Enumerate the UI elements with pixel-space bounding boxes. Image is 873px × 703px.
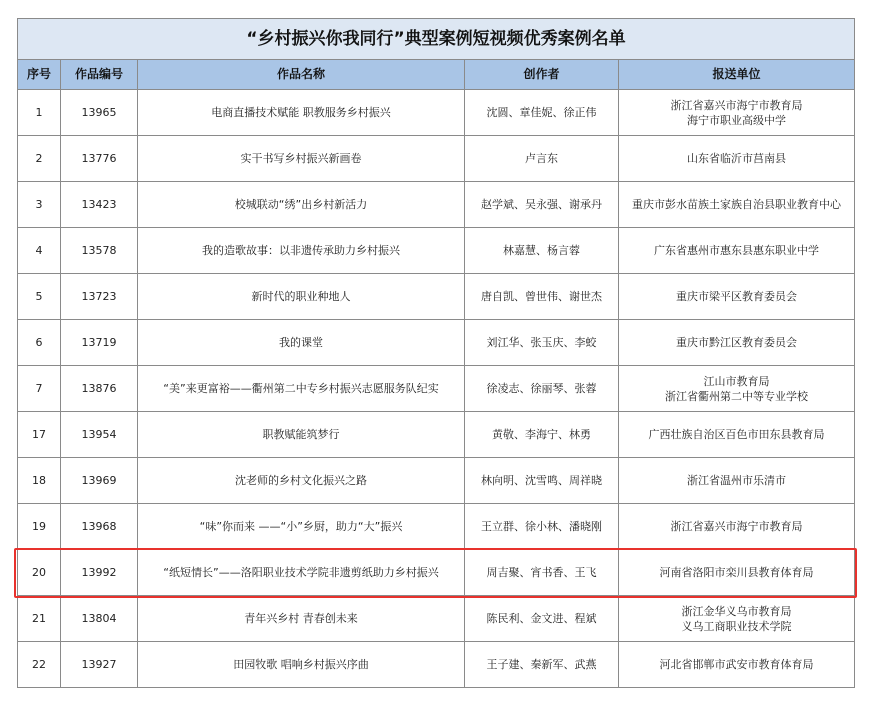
cell-no[interactable]: 22	[18, 642, 61, 688]
cell-code[interactable]: 13969	[61, 458, 138, 504]
cell-creators[interactable]: 卢言东	[465, 136, 619, 182]
table-row[interactable]	[18, 504, 855, 550]
cell-code[interactable]: 13719	[61, 320, 138, 366]
cell-unit[interactable]: 河南省洛阳市栾川县教育体育局	[619, 550, 855, 596]
table-row[interactable]	[18, 228, 855, 274]
cell-creators[interactable]: 周吉聚、宵书香、王飞	[465, 550, 619, 596]
cell-code[interactable]: 13992	[61, 550, 138, 596]
cell-no[interactable]: 7	[18, 366, 61, 412]
cell-unit[interactable]: 浙江省嘉兴市海宁市教育局	[619, 504, 855, 550]
header-row	[18, 60, 855, 90]
cell-code[interactable]: 13876	[61, 366, 138, 412]
table-row[interactable]	[18, 458, 855, 504]
cell-code[interactable]: 13927	[61, 642, 138, 688]
cell-unit[interactable]: 浙江金华义乌市教育局 义乌工商职业技术学院	[619, 596, 855, 642]
cell-creators[interactable]: 赵学斌、吴永强、谢承丹	[465, 182, 619, 228]
table-row[interactable]	[18, 596, 855, 642]
cell-creators[interactable]: 唐自凯、曾世伟、谢世杰	[465, 274, 619, 320]
cell-no[interactable]: 4	[18, 228, 61, 274]
cell-creators[interactable]: 徐凌志、徐丽琴、张蓉	[465, 366, 619, 412]
cell-no[interactable]: 18	[18, 458, 61, 504]
cell-unit[interactable]: 重庆市彭水苗族土家族自治县职业教育中心	[619, 182, 855, 228]
cell-creators[interactable]: 王立群、徐小林、潘晓刚	[465, 504, 619, 550]
cell-name[interactable]: 沈老师的乡村文化振兴之路	[138, 458, 465, 504]
cell-name[interactable]: 我的造歌故事：以非遗传承助力乡村振兴	[138, 228, 465, 274]
cell-creators[interactable]: 黄敬、李海宁、林勇	[465, 412, 619, 458]
column-header-creators[interactable]: 创作者	[465, 60, 619, 90]
case-list-table	[17, 18, 855, 688]
cell-code[interactable]: 13968	[61, 504, 138, 550]
table-row[interactable]	[18, 274, 855, 320]
cell-creators[interactable]: 王子建、秦新军、武燕	[465, 642, 619, 688]
cell-name[interactable]: 校城联动“绣”出乡村新活力	[138, 182, 465, 228]
cell-name[interactable]: 新时代的职业种地人	[138, 274, 465, 320]
cell-code[interactable]: 13776	[61, 136, 138, 182]
cell-no[interactable]: 21	[18, 596, 61, 642]
cell-code[interactable]: 13804	[61, 596, 138, 642]
cell-name[interactable]: 田园牧歌 唱响乡村振兴序曲	[138, 642, 465, 688]
table-row[interactable]	[18, 320, 855, 366]
cell-unit[interactable]: 浙江省温州市乐清市	[619, 458, 855, 504]
cell-name[interactable]: 实干书写乡村振兴新画卷	[138, 136, 465, 182]
cell-no[interactable]: 3	[18, 182, 61, 228]
cell-code[interactable]: 13954	[61, 412, 138, 458]
table-row[interactable]	[18, 412, 855, 458]
cell-name[interactable]: “味”你而来 ——“小”乡厨，助力“大”振兴	[138, 504, 465, 550]
cell-no[interactable]: 20	[18, 550, 61, 596]
cell-code[interactable]: 13423	[61, 182, 138, 228]
cell-no[interactable]: 6	[18, 320, 61, 366]
table-row[interactable]	[18, 90, 855, 136]
column-header-no[interactable]: 序号	[18, 60, 61, 90]
table-row[interactable]	[18, 182, 855, 228]
cell-no[interactable]: 1	[18, 90, 61, 136]
cell-code[interactable]: 13578	[61, 228, 138, 274]
table-row[interactable]	[18, 366, 855, 412]
table-row[interactable]	[18, 550, 855, 596]
cell-unit[interactable]: 河北省邯郸市武安市教育体育局	[619, 642, 855, 688]
cell-unit[interactable]: 浙江省嘉兴市海宁市教育局 海宁市职业高级中学	[619, 90, 855, 136]
cell-no[interactable]: 19	[18, 504, 61, 550]
cell-unit[interactable]: 江山市教育局 浙江省衢州第二中等专业学校	[619, 366, 855, 412]
cell-name[interactable]: 青年兴乡村 青春创未来	[138, 596, 465, 642]
cell-unit[interactable]: 山东省临沂市莒南县	[619, 136, 855, 182]
cell-name[interactable]: 职教赋能筑梦行	[138, 412, 465, 458]
cell-unit[interactable]: 广西壮族自治区百色市田东县教育局	[619, 412, 855, 458]
cell-no[interactable]: 17	[18, 412, 61, 458]
cell-creators[interactable]: 陈民利、金文进、程斌	[465, 596, 619, 642]
cell-unit[interactable]: 重庆市梁平区教育委员会	[619, 274, 855, 320]
column-header-name[interactable]: 作品名称	[138, 60, 465, 90]
title-row	[18, 19, 855, 60]
cell-creators[interactable]: 林向明、沈雪鸣、周祥晓	[465, 458, 619, 504]
cell-no[interactable]: 2	[18, 136, 61, 182]
case-list-sheet	[17, 18, 854, 688]
cell-creators[interactable]: 林嘉慧、杨言蓉	[465, 228, 619, 274]
cell-unit[interactable]: 重庆市黔江区教育委员会	[619, 320, 855, 366]
column-header-code[interactable]: 作品编号	[61, 60, 138, 90]
cell-name[interactable]: “纸短情长”——洛阳职业技术学院非遗剪纸助力乡村振兴	[138, 550, 465, 596]
cell-creators[interactable]: 刘江华、张玉庆、李蛟	[465, 320, 619, 366]
cell-creators[interactable]: 沈圆、章佳妮、徐正伟	[465, 90, 619, 136]
table-row[interactable]	[18, 642, 855, 688]
column-header-unit[interactable]: 报送单位	[619, 60, 855, 90]
cell-no[interactable]: 5	[18, 274, 61, 320]
cell-code[interactable]: 13723	[61, 274, 138, 320]
cell-name[interactable]: 电商直播技术赋能 职教服务乡村振兴	[138, 90, 465, 136]
table-row[interactable]	[18, 136, 855, 182]
cell-name[interactable]: “美”来更富裕——衢州第二中专乡村振兴志愿服务队纪实	[138, 366, 465, 412]
cell-name[interactable]: 我的课堂	[138, 320, 465, 366]
cell-code[interactable]: 13965	[61, 90, 138, 136]
sheet-title: “乡村振兴你我同行”典型案例短视频优秀案例名单	[18, 19, 855, 60]
cell-unit[interactable]: 广东省惠州市惠东县惠东职业中学	[619, 228, 855, 274]
